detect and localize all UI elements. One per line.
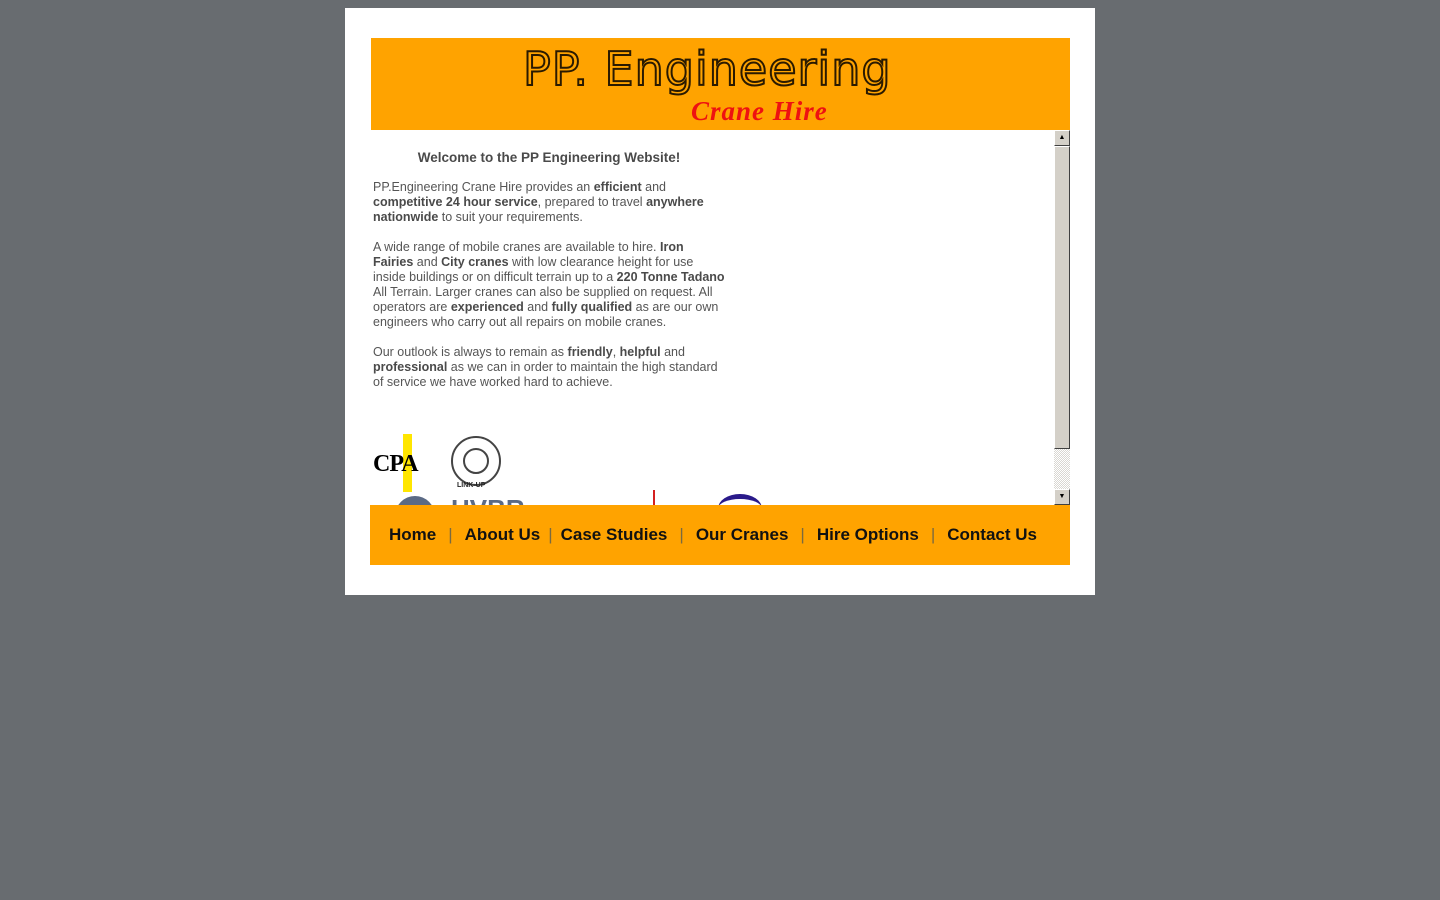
nav-hire-options[interactable]: Hire Options — [816, 525, 919, 544]
nav-separator: | — [930, 525, 936, 544]
nav-separator: | — [679, 525, 684, 544]
header-banner — [371, 38, 1070, 130]
content-iframe — [371, 130, 1070, 505]
accreditation-logos — [373, 434, 1053, 514]
nav-separator: | — [800, 525, 805, 544]
logo-title: PP. Engineering — [523, 42, 892, 96]
nav-separator: | — [548, 525, 553, 544]
nav-our-cranes[interactable]: Our Cranes — [695, 525, 789, 544]
cpa-logo-text: CPA — [373, 451, 418, 477]
linkup-inner-ring — [463, 448, 489, 474]
page-container — [345, 8, 1095, 595]
nav-contact-us[interactable]: Contact Us — [947, 525, 1037, 544]
content-scrollbar[interactable] — [1054, 130, 1070, 505]
welcome-heading: Welcome to the PP Engineering Website! — [417, 150, 681, 165]
logo-subtitle: Crane Hire — [691, 96, 828, 126]
cpa-logo — [373, 434, 445, 492]
content-body — [373, 130, 725, 405]
nav-separator: | — [448, 525, 453, 544]
intro-paragraph: PP.Engineering Crane Hire provides an efficient and competitive 24 hour service, prepared to travel anywhere nationwide to suit your requirements. — [373, 180, 704, 224]
nav-home[interactable]: Home — [389, 525, 437, 544]
nav-case-studies[interactable]: Case Studies — [560, 525, 668, 544]
outlook-paragraph: Our outlook is always to remain as friendly, helpful and professional as we can in order to maintain the high standard of service we have worked hard to achieve. — [373, 345, 718, 389]
linkup-logo-text: LINK-UP — [457, 482, 486, 489]
scrollbar-thumb[interactable] — [1054, 146, 1070, 449]
main-navigation — [370, 505, 1070, 565]
scroll-up-arrow-icon[interactable]: ▲ — [1054, 130, 1070, 146]
linkup-logo — [451, 436, 503, 492]
scroll-down-arrow-icon[interactable]: ▼ — [1054, 489, 1070, 505]
nav-about-us[interactable]: About Us — [464, 525, 541, 544]
cranes-paragraph: A wide range of mobile cranes are available to hire. Iron Fairies and City cranes with low clearance height for use inside buildings or on difficult terrain up to a 220 Tonne Tadano All Terrain. Larger cranes can also be supplied on request. All operators are experienced and fully qualified as are our own engineers who carry out all repairs on mobile cranes. — [373, 240, 725, 329]
